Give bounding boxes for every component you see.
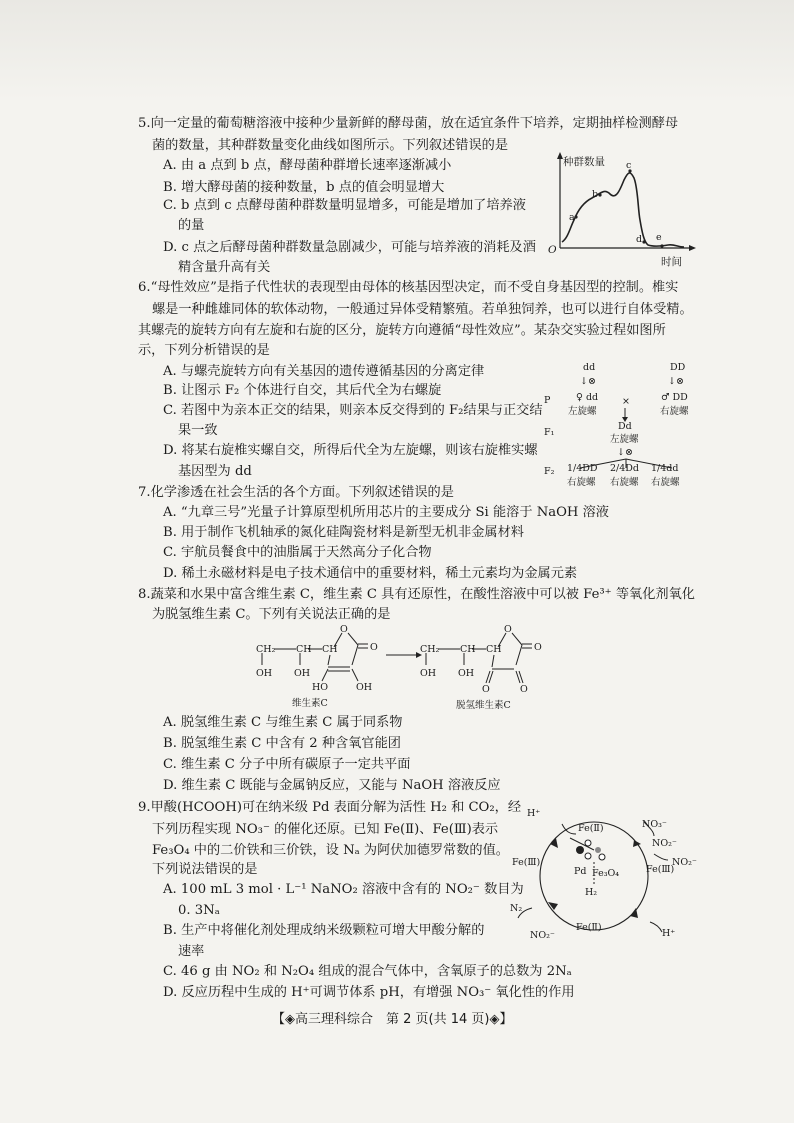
q9-option-b-cont: 速率 [178,944,205,959]
vc-ch: CH [296,644,312,655]
q9-stem-line2: 下列历程实现 NO₃⁻ 的催化还原。已知 Fe(Ⅱ)、Fe(Ⅲ)表示 [152,822,499,837]
q5-point-a: a [569,212,575,223]
dhvc-ring-ch: CH [486,644,502,655]
f2-shell-3: 右旋螺 [651,477,680,488]
cycle-pd: Pd [574,866,587,877]
q5-option-d-cont: 精含量升高有关 [178,260,271,275]
dhvc-o-2: O [520,684,528,695]
cycle-hplus-bottom: H⁺ [662,928,676,939]
dhvc-ring-o: O [504,624,512,635]
f2-genotype-1: 1/4DD [567,463,598,474]
q5-point-e: e [656,232,662,243]
q9-stem-line3: Fe₃O₄ 中的二价铁和三价铁，设 Nₐ 为阿伏加德罗常数的值。 [152,843,509,858]
dhvc-oh-1: OH [420,668,437,679]
q8-stem-line2: 为脱氢维生素 C。下列有关说法正确的是 [152,607,391,622]
vc-oh-3: OH [356,682,373,693]
cross-DD-top: DD [670,362,686,373]
dhvc-o-1: O [482,684,490,695]
vc-label: 维生素C [292,698,328,709]
q6-option-a: A. 与螺壳旋转方向有关基因的遗传遵循基因的分离定律 [163,364,485,379]
arrow-down-icon [620,408,630,422]
vc-oh-2: OH [294,668,311,679]
vc-oh-1: OH [256,668,273,679]
q9-option-b: B. 生产中将催化剂处理成纳米级颗粒可增大甲酸分解的 [163,923,485,938]
f2-genotype-3: 1/4dd [651,463,679,474]
q6-option-b: B. 让图示 F₂ 个体进行自交，其后代全为右螺旋 [163,383,442,398]
q6-stem-line2: 螺是一种雌雄同体的软体动物，一般通过异体受精繁殖。若单独饲养，也可以进行自体受精。 [152,302,693,317]
q8-option-d: D. 维生素 C 既能与金属钠反应，又能与 NaOH 溶液反应 [163,778,501,793]
cycle-fe2-bottom: Fe(Ⅱ) [576,922,602,933]
vc-ch2: CH₂ [256,644,276,655]
q5-graph-origin: O [548,244,557,256]
cross-right-shell: 右旋螺 [660,406,689,417]
q5-option-c-cont: 的量 [178,218,205,233]
cycle-hplus-top: H⁺ [527,808,541,819]
cross-female: ♀ dd [576,392,599,403]
q9-option-d: D. 反应历程中生成的 H⁺可调节体系 pH，有增强 NO₃⁻ 氧化性的作用 [163,985,575,1000]
q5-option-b: B. 增大酵母菌的接种数量，b 点的值会明显增大 [163,180,445,195]
f2-genotype-2: 2/4Dd [610,463,639,474]
q7-option-b: B. 用于制作飞机轴承的氮化硅陶瓷材料是新型无机非金属材料 [163,525,524,540]
q5-option-d: D. c 点之后酵母菌种群数量急剧减少，可能与培养液的消耗及酒 [163,240,536,255]
q5-stem-line2: 菌的数量，其种群数量变化曲线如图所示。下列叙述错误的是 [152,138,509,153]
cycle-no3: NO₃⁻ [642,819,667,830]
f2-shell-2: 右旋螺 [610,477,639,488]
cross-left-shell: 左旋螺 [568,406,597,417]
vc-ring-ch: CH [322,644,338,655]
q7-option-a: A. “九章三号”光量子计算原型机所用芯片的主要成分 Si 能溶于 NaOH 溶液 [163,505,609,520]
cross-self-right: ↓⊗ [668,376,684,387]
q5-point-d: d [636,234,643,245]
q5-graph-xlabel: 时间 [661,256,682,268]
q9-option-c: C. 46 g 由 NO₂ 和 N₂O₄ 组成的混合气体中，含氧原子的总数为 2Nₐ [163,964,572,979]
vc-carbonyl-o: O [370,642,378,653]
q5-point-c: c [626,160,632,171]
dhvc-ch: CH [460,644,476,655]
q6-option-d: D. 将某右旋椎实螺自交，所得后代全为左旋螺，则该右旋椎实螺 [163,443,538,458]
q6-stem-line1: 6.“母性效应”是指子代性状的表现型由母体的核基因型决定，而不受自身基因型的控制。椎实 [138,280,679,295]
q6-option-d-cont: 基因型为 dd [178,464,252,479]
cross-f1-shell: 左旋螺 [610,434,639,445]
dhvc-oh-2: OH [458,668,475,679]
q8-stem-line1: 8.蔬菜和水果中富含维生素 C，维生素 C 具有还原性，在酸性溶液中可以被 Fe³⁺ 等氧化剂氧化 [138,587,695,602]
scan-shadow [0,0,794,100]
cross-male: ♂ DD [661,392,688,403]
q5-point-b: b [592,189,599,200]
vc-ring-o: O [340,624,348,635]
cross-dd-top: dd [583,362,596,373]
q9-stem-line4: 下列说法错误的是 [152,862,258,877]
cycle-no2-bottom: NO₂⁻ [530,930,555,941]
q7-option-c: C. 宇航员餐食中的油脂属于天然高分子化合物 [163,545,432,560]
q7-option-d: D. 稀土永磁材料是电子技术通信中的重要材料，稀土元素均为金属元素 [163,566,578,581]
dhvc-carbonyl-o: O [534,642,542,653]
dhvc-ch2: CH₂ [420,644,440,655]
vc-ho: HO [312,682,329,693]
population-curve-graph [550,150,700,260]
cross-f1-self: ↓⊗ [617,447,633,458]
q8-option-b: B. 脱氢维生素 C 中含有 2 种含氧官能团 [163,736,401,751]
q9-option-a: A. 100 mL 3 mol · L⁻¹ NaNO₂ 溶液中含有的 NO₂⁻ 数目为 [163,882,524,897]
cycle-fe3-left: Fe(Ⅲ) [512,857,541,868]
cycle-n2: N₂ [510,903,523,914]
q5-graph-ylabel: 种群数量 [563,156,605,168]
page-footer: 【◈高三理科综合 第 2 页(共 14 页)◈】 [272,1012,513,1027]
cross-label-F2: F₂ [544,466,555,477]
cross-self-left: ↓⊗ [580,376,596,387]
q8-option-a: A. 脱氢维生素 C 与维生素 C 属于同系物 [163,715,403,730]
q6-stem-line4: 示，下列分析错误的是 [138,343,270,358]
cross-label-F1: F₁ [544,427,555,438]
cross-f1-genotype: Dd [618,421,632,432]
q6-option-c-cont: 果一致 [178,423,218,438]
cycle-no2-1: NO₂⁻ [652,838,677,849]
dhvc-label: 脱氢维生素C [456,700,511,711]
cross-sign: × [622,396,630,407]
q5-stem-line1: 5.向一定量的葡萄糖溶液中接种少量新鲜的酵母菌，放在适宜条件下培养，定期抽样检测酵母 [138,116,679,131]
cycle-fe3-right: Fe(Ⅲ) [646,864,675,875]
cycle-fe2-top: Fe(Ⅱ) [578,823,604,834]
cycle-h2: H₂ [585,887,598,898]
q6-option-c: C. 若图中为亲本正交的结果，则亲本反交得到的 F₂结果与正交结 [163,403,543,418]
cross-label-P: P [544,395,551,406]
q5-option-a: A. 由 a 点到 b 点，酵母菌种群增长速率逐渐减小 [163,158,452,173]
q6-stem-line3: 其螺壳的旋转方向有左旋和右旋的区分，旋转方向遵循“母性效应”。某杂交实验过程如图所 [138,323,666,338]
q9-stem-line1: 9.甲酸(HCOOH)可在纳米级 Pd 表面分解为活性 H₂ 和 CO₂，经 [138,800,522,815]
q8-option-c: C. 维生素 C 分子中所有碳原子一定共平面 [163,757,411,772]
q5-option-c: C. b 点到 c 点酵母菌种群数量明显增多，可能是增加了培养液 [163,198,526,213]
cycle-no2-2: NO₂⁻ [672,857,697,868]
f2-shell-1: 右旋螺 [567,477,596,488]
q7-stem: 7.化学渗透在社会生活的各个方面。下列叙述错误的是 [138,485,454,500]
cycle-fe3o4: Fe₃O₄ [592,868,620,879]
q9-option-a-cont: 0. 3Nₐ [178,903,220,918]
